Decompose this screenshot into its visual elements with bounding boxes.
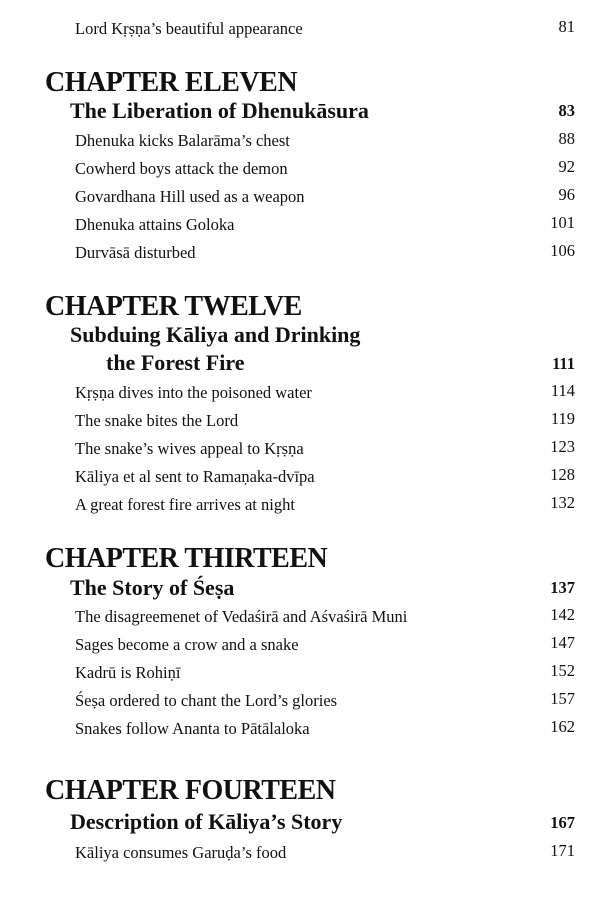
toc-entry-title: Snakes follow Ananta to Pātālaloka (75, 719, 310, 738)
chapter-page: 111 (552, 354, 575, 373)
toc-entry-page: 96 (558, 185, 575, 204)
toc-entry-page: 162 (550, 717, 575, 736)
chapter-page: 83 (558, 101, 575, 120)
toc-entry-title: Sages become a crow and a snake (75, 635, 299, 654)
toc-entry-title: Cowherd boys attack the demon (75, 159, 288, 178)
toc-entry-page: 101 (550, 213, 575, 232)
toc-entry-page: 132 (550, 493, 575, 512)
toc-entry-title: Śeṣa ordered to chant the Lord’s glories (75, 691, 338, 710)
toc-entry-title: Kāliya consumes Garuḍa’s food (75, 843, 287, 862)
chapter-page: 167 (550, 813, 575, 832)
chapter-title-continued: the Forest Fire (106, 350, 245, 375)
chapter-page: 137 (550, 578, 575, 597)
toc-entry-title: Kadrū is Rohiṇī (75, 663, 181, 682)
toc-entry-page: 147 (550, 633, 575, 652)
toc-entry-page: 119 (550, 409, 575, 428)
chapter-heading: CHAPTER ELEVEN (45, 67, 298, 98)
toc-entry-page: 152 (550, 661, 575, 680)
chapter-title: Description of Kāliya’s Story (70, 809, 343, 834)
toc-entry-page: 171 (550, 841, 575, 860)
chapter-heading: CHAPTER THIRTEEN (45, 543, 328, 574)
toc-entry-title: Dhenuka kicks Balarāma’s chest (75, 131, 290, 150)
toc-entry-page: 157 (550, 689, 575, 708)
toc-entry-page: 142 (550, 605, 575, 624)
toc-entry-title: A great forest fire arrives at night (75, 495, 295, 514)
toc-entry-title: Kāliya et al sent to Ramaṇaka-dvīpa (75, 467, 315, 486)
chapter-title: The Liberation of Dhenukāsura (70, 98, 369, 123)
chapter-title: The Story of Śeṣa (70, 575, 235, 600)
chapter-heading: CHAPTER TWELVE (45, 291, 302, 322)
toc-entry-page: 81 (558, 17, 575, 36)
toc-entry-page: 92 (558, 157, 575, 176)
toc-entry-title: The snake bites the Lord (75, 411, 239, 430)
toc-entry-title: Dhenuka attains Goloka (75, 215, 235, 234)
toc-entry-title: Durvāsā disturbed (75, 243, 196, 262)
toc-entry-title: The disagreemenet of Vedaśirā and Aśvaśirā Muni (75, 607, 408, 626)
toc-entry-page: 123 (550, 437, 575, 456)
toc-entry-page: 106 (550, 241, 575, 260)
chapter-title: Subduing Kāliya and Drinking (70, 322, 361, 347)
chapter-heading: CHAPTER FOURTEEN (45, 775, 336, 806)
toc-entry-title: The snake’s wives appeal to Kṛṣṇa (75, 439, 304, 458)
toc-entry-page: 88 (558, 129, 575, 148)
toc-entry-title: Govardhana Hill used as a weapon (75, 187, 305, 206)
toc-entry-title: Lord Kṛṣṇa’s beautiful appearance (75, 19, 303, 38)
toc-entry-page: 114 (550, 381, 575, 400)
toc-entry-title: Kṛṣṇa dives into the poisoned water (75, 383, 312, 402)
toc-entry-page: 128 (550, 465, 575, 484)
